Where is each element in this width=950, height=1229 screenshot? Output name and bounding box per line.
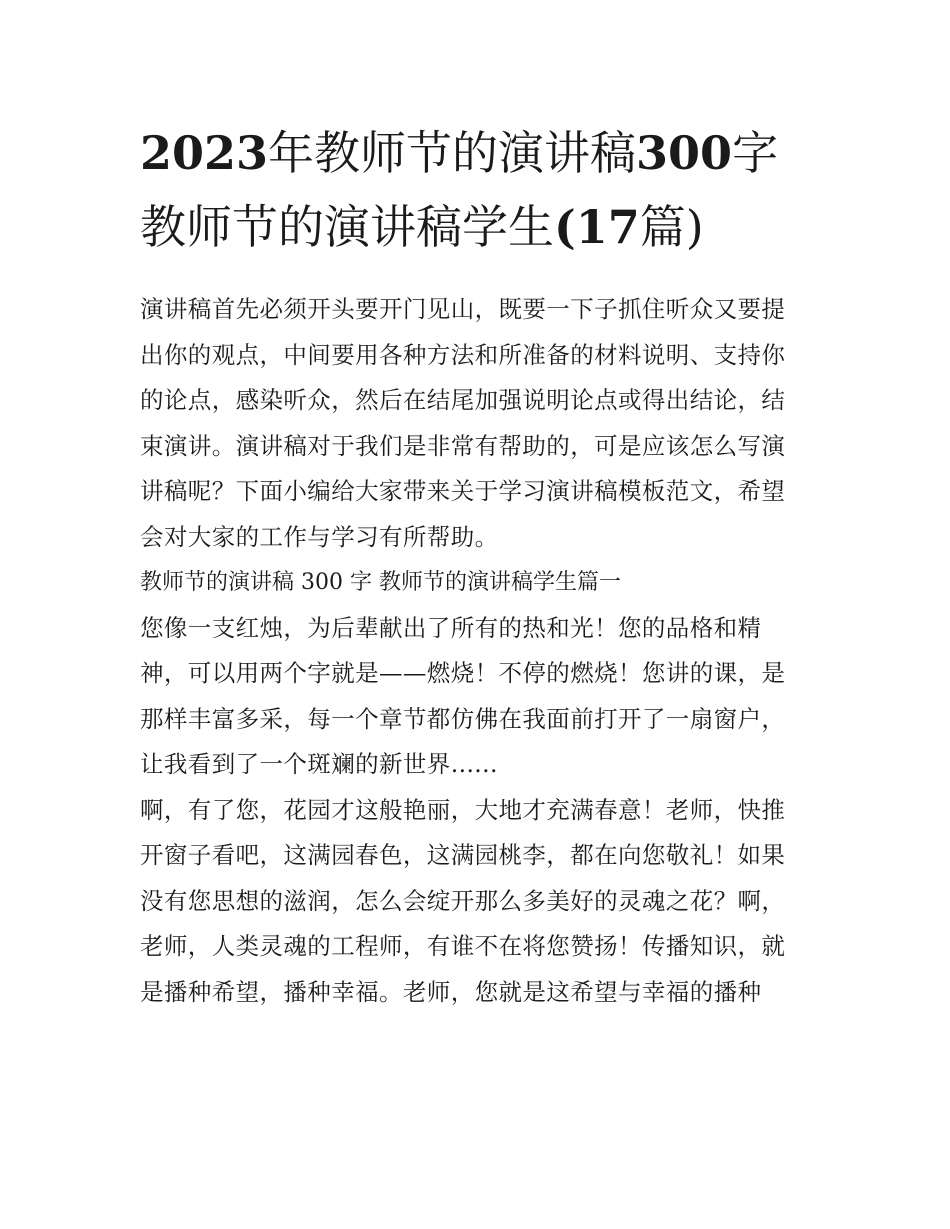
intro-line: 束演讲。演讲稿对于我们是非常有帮助的，可是应该怎么写演 bbox=[140, 431, 786, 460]
paragraph-1 bbox=[140, 606, 816, 788]
title-line-2 bbox=[140, 190, 816, 264]
document-content bbox=[140, 116, 816, 1015]
paragraph-line: 老师，人类灵魂的工程师，有谁不在将您赞扬！传播知识，就 bbox=[140, 932, 786, 960]
title-number: 300 bbox=[636, 126, 733, 180]
paragraph-line: 啊，有了您，花园才这般艳丽，大地才充满春意！老师，快推 bbox=[140, 795, 786, 824]
intro-line: 出你的观点，中间要用各种方法和所准备的材料说明、支持你 bbox=[140, 340, 786, 369]
paragraph-2 bbox=[140, 788, 816, 1016]
title-count: (17 bbox=[554, 200, 640, 254]
document-body bbox=[140, 287, 816, 1015]
section-heading: 教师节的演讲稿 300 字 教师节的演讲稿学生篇一 bbox=[140, 570, 621, 595]
document-title bbox=[140, 116, 816, 264]
title-text-3: 教师节的演讲稿学生 bbox=[140, 200, 554, 254]
title-year: 2023 bbox=[140, 126, 269, 180]
title-text-4: 篇) bbox=[639, 200, 704, 254]
paragraph-line: 是播种希望，播种幸福。老师，您就是这希望与幸福的播种 bbox=[140, 977, 762, 1006]
title-line-1 bbox=[140, 116, 816, 190]
title-text-1: 年教师节的演讲稿 bbox=[268, 126, 637, 180]
title-text-2: 字 bbox=[732, 126, 779, 180]
paragraph-line: 开窗子看吧，这满园春色，这满园桃李，都在向您敬礼！如果 bbox=[140, 841, 786, 869]
paragraph-line: 让我看到了一个斑斓的新世界...... bbox=[140, 750, 498, 778]
intro-line: 讲稿呢？下面小编给大家带来关于学习演讲稿模板范文，希望 bbox=[140, 477, 786, 505]
paragraph-line: 没有您思想的滋润，怎么会绽开那么多美好的灵魂之花？啊， bbox=[140, 886, 786, 915]
paragraph-line: 您像一支红烛，为后辈献出了所有的热和光！您的品格和精 bbox=[140, 613, 762, 642]
intro-line: 演讲稿首先必须开头要开门见山，既要一下子抓住听众又要提 bbox=[140, 295, 786, 323]
paragraph-line: 神，可以用两个字就是——燃烧！不停的燃烧！您讲的课，是 bbox=[140, 659, 786, 687]
paragraph-line: 那样丰富多采，每一个章节都仿佛在我面前打开了一扇窗户， bbox=[140, 704, 786, 733]
intro-paragraph bbox=[140, 287, 816, 560]
intro-line: 会对大家的工作与学习有所帮助。 bbox=[140, 522, 499, 551]
intro-line: 的论点，感染听众，然后在结尾加强说明论点或得出结论，结 bbox=[140, 386, 786, 414]
